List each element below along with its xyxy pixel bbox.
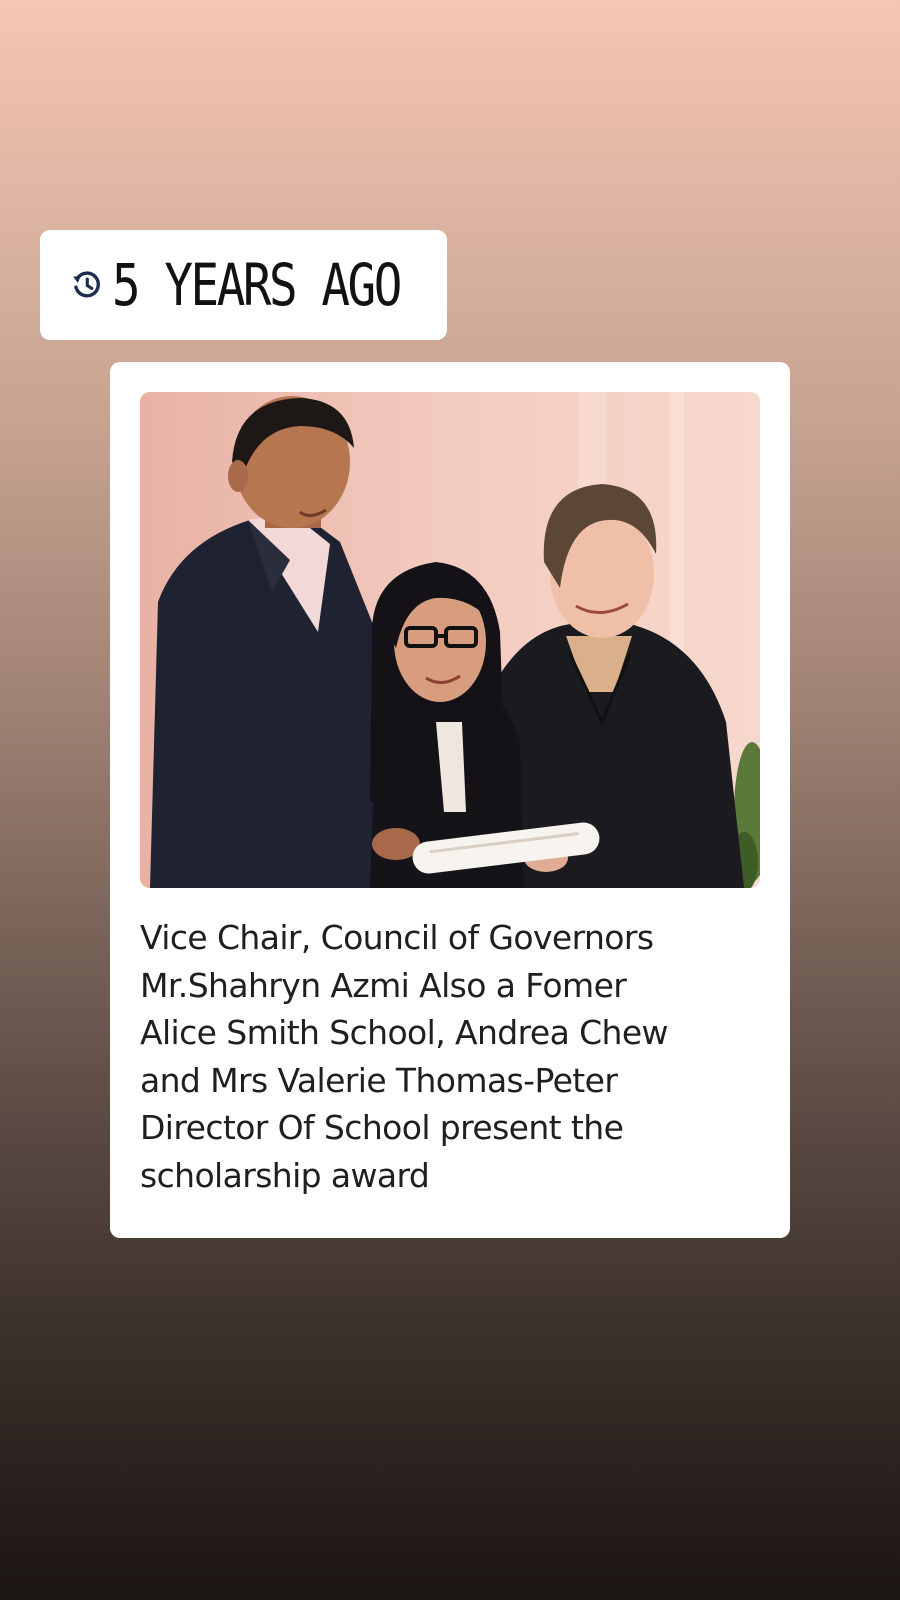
memory-label: 5 YEARS AGO	[112, 251, 400, 319]
post-photo[interactable]	[140, 392, 760, 888]
memory-badge[interactable]	[40, 230, 447, 340]
award-ceremony-photo	[140, 392, 760, 888]
post-card[interactable]	[110, 362, 790, 1238]
history-icon	[70, 267, 104, 303]
post-caption: Vice Chair, Council of Governors Mr.Shahryn Azmi Also a Fomer Alice Smith School, Andrea Chew and Mrs Valerie Thomas-Peter Director Of School present the scholarship award	[140, 918, 668, 1195]
